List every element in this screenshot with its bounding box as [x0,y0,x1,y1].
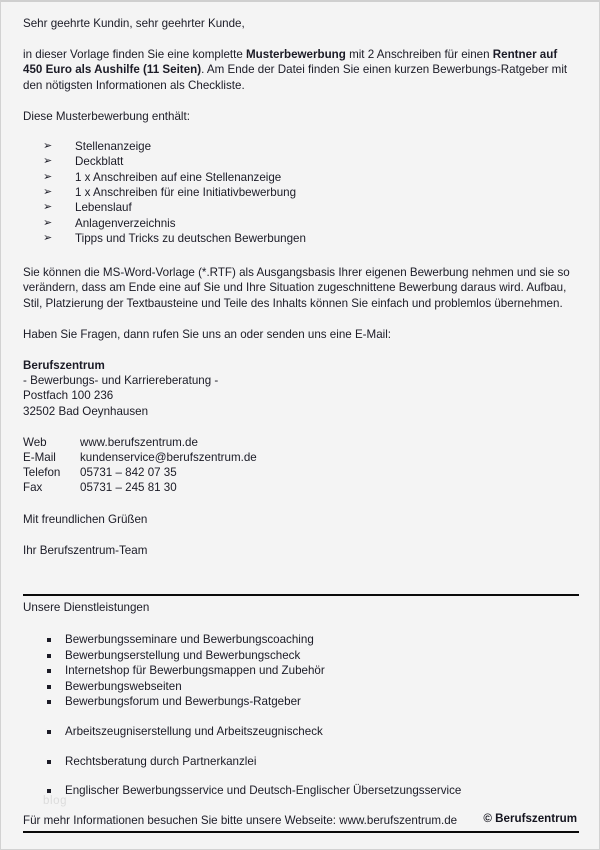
spacer [23,496,579,512]
list-item-label: Bewerbungswebseiten [65,679,182,693]
services-divider-top [23,594,579,596]
intro-part-1: in dieser Vorlage finden Sie eine komplette [23,48,246,62]
contents-heading: Diese Musterbewerbung enthält: [23,109,190,123]
arrow-bullet-icon: ➢ [43,231,53,244]
list-item [23,231,579,246]
square-bullet-icon [47,669,51,673]
contact-label: E-Mail [23,450,56,464]
arrow-bullet-icon: ➢ [43,201,53,214]
square-bullet-icon [47,789,51,793]
spacer [23,619,579,632]
spacer [23,527,579,543]
list-item-label: Bewerbungserstellung und Bewerbungscheck [65,648,301,662]
list-item-label: Rechtsberatung durch Partnerkanzlei [65,754,257,768]
square-bullet-icon [47,730,51,734]
signature-line: Ihr Berufszentrum-Team [23,543,148,557]
list-item [23,754,579,770]
contact-label: Web [23,435,47,449]
list-item [23,154,579,169]
spacer [23,246,579,265]
list-item-label: Bewerbungsforum und Bewerbungs-Ratgeber [65,695,301,709]
more-info-line: Für mehr Informationen besuchen Sie bitte unsere Webseite: www.berufszentrum.de [23,813,458,827]
contact-label: Telefon [23,466,61,480]
square-bullet-icon [47,700,51,704]
table-row [23,480,257,495]
square-bullet-icon [47,638,51,642]
spacer [23,419,579,435]
company-postbox: Postfach 100 236 [23,389,114,403]
services-list [23,632,579,799]
table-row [23,435,257,450]
list-item [23,170,579,185]
list-item-label: 1 x Anschreiben für eine Initiativbewerbung [75,185,297,199]
square-bullet-icon [47,760,51,764]
spacer [23,342,579,358]
list-item-label: Tipps und Tricks zu deutschen Bewerbungen [75,231,306,245]
spacer [23,558,579,594]
list-item-label: Internetshop für Bewerbungsmappen und Zubehör [65,664,325,678]
intro-bold-2: Rentner auf 450 Euro als Aushilfe (11 Seiten) [23,48,558,77]
closing-line: Mit freundlichen Grüßen [23,512,148,526]
spacer [23,799,579,813]
list-item-label: Bewerbungsseminare und Bewerbungscoaching [65,632,314,646]
company-name: Berufszentrum [23,358,105,372]
services-divider-bottom [23,831,579,833]
contact-value: kundenservice@berufszentrum.de [80,450,257,464]
intro-paragraph [23,47,579,93]
contents-list [23,139,579,246]
list-item [23,783,579,799]
arrow-bullet-icon: ➢ [43,140,53,153]
spacer [23,31,579,47]
blog-watermark: blog [43,795,68,807]
arrow-bullet-icon: ➢ [43,155,53,168]
document-body [23,16,579,833]
list-item [23,632,579,648]
list-item [23,216,579,231]
list-item-label: Englischer Bewerbungsservice und Deutsch-Englischer Übersetzungsservice [65,784,462,798]
list-item [23,663,579,679]
salutation: Sehr geehrte Kundin, sehr geehrter Kunde, [23,17,245,30]
intro-bold-1: Musterbewerbung [246,48,346,62]
copyright-notice: © Berufszentrum [483,812,577,825]
table-row [23,465,257,480]
spacer [23,93,579,109]
questions-line: Haben Sie Fragen, dann rufen Sie uns an oder senden uns eine E-Mail: [23,327,392,341]
list-item [23,724,579,740]
contact-table [23,435,257,496]
list-item-label: Lebenslauf [75,201,132,215]
company-subtitle: - Bewerbungs- und Karriereberatung - [23,374,219,388]
list-item-label: Stellenanzeige [75,140,152,154]
arrow-bullet-icon: ➢ [43,170,53,183]
list-item-label: Arbeitszeugniserstellung und Arbeitszeugnischeck [65,724,323,738]
square-bullet-icon [47,685,51,689]
contact-value: 05731 – 842 07 35 [80,466,177,480]
list-item [23,648,579,664]
intro-part-3: . Am Ende der Datei finden Sie einen kurzen Bewerbungs-Ratgeber mit den nötigsten Informationen als Checkliste. [23,63,568,92]
intro-part-2: mit 2 Anschreiben für einen [345,48,493,62]
spacer [23,311,579,327]
list-item [23,679,579,695]
usage-paragraph: Sie können die MS-Word-Vorlage (*.RTF) als Ausgangsbasis Ihrer eigenen Bewerbung nehmen und sie so verändern, dass am Ende eine auf Sie und Ihre Situation zugeschnittene Bewerbung daraus wird. Aufbau, Stil, Platzierung der Textbausteine und Teile des Inhalts können Sie einfach und problemlos übernehmen. [23,266,570,310]
list-item-label: Deckblatt [75,155,124,169]
square-bullet-icon [47,654,51,658]
arrow-bullet-icon: ➢ [43,216,53,229]
spacer [23,124,579,139]
list-item [23,139,579,154]
services-heading: Unsere Dienstleistungen [23,600,150,614]
list-item [23,200,579,215]
contact-value: www.berufszentrum.de [80,435,198,449]
list-item-label: Anlagenverzeichnis [75,216,176,230]
arrow-bullet-icon: ➢ [43,185,53,198]
list-item [23,185,579,200]
contact-value: 05731 – 245 81 30 [80,481,177,495]
list-item [23,694,579,710]
list-item-label: 1 x Anschreiben auf eine Stellenanzeige [75,170,282,184]
company-city: 32502 Bad Oeynhausen [23,404,149,418]
contact-label: Fax [23,481,43,495]
table-row [23,450,257,465]
